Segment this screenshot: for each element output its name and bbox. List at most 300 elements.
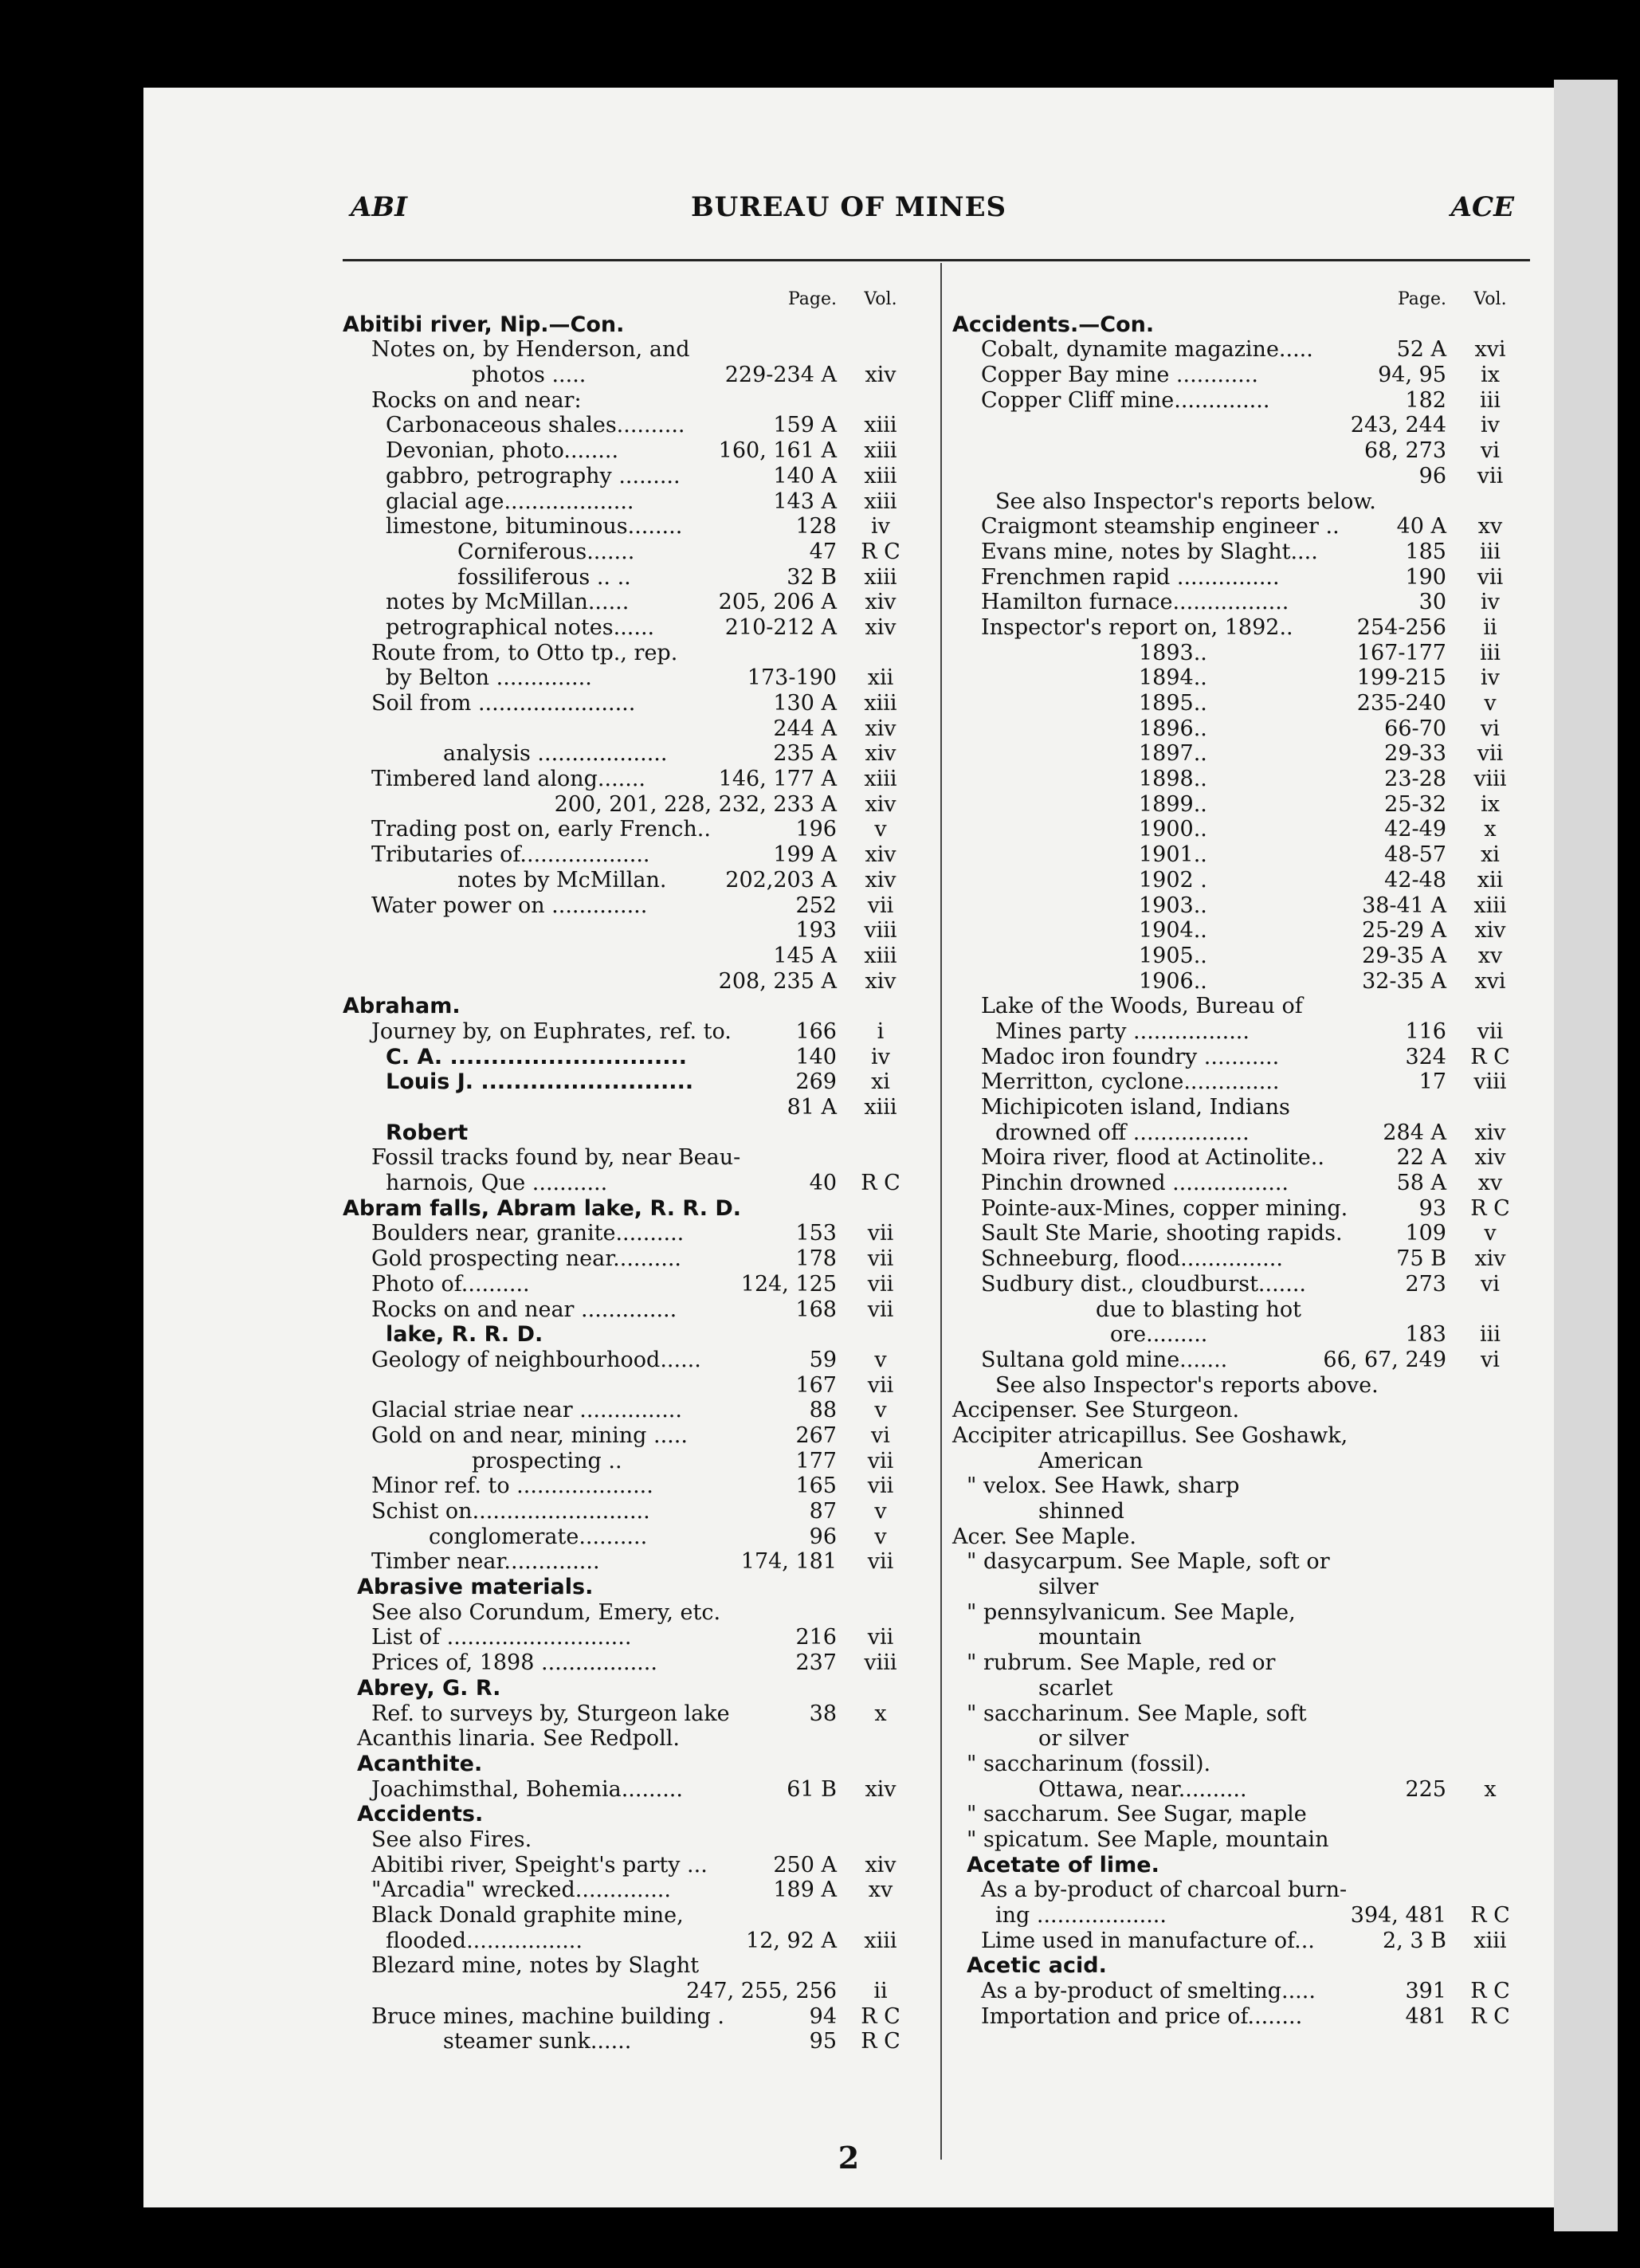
entry-volume: xii <box>1477 867 1504 893</box>
index-entry <box>343 1348 932 1373</box>
entry-text: due to blasting hot <box>1096 1297 1302 1322</box>
index-entry <box>952 1398 1542 1423</box>
entry-page: 153 <box>795 1221 837 1246</box>
index-entry <box>952 1524 1542 1550</box>
entry-page: 38 <box>809 1701 837 1726</box>
entry-text: Journey by, on Euphrates, ref. to. <box>371 1018 732 1044</box>
entry-page: 40 A <box>1396 514 1446 540</box>
entry-text: " saccharinum (fossil). <box>967 1751 1211 1776</box>
entry-page: 394, 481 <box>1350 1903 1446 1928</box>
entry-page: 23-28 <box>1384 767 1446 792</box>
index-entry <box>343 1019 932 1045</box>
entry-volume: vii <box>1477 741 1504 767</box>
index-entry <box>952 1802 1542 1827</box>
index-entry <box>952 1045 1542 1070</box>
entry-volume: xiv <box>865 590 897 615</box>
entry-volume: ii <box>873 1979 888 2004</box>
index-entry <box>952 1625 1542 1650</box>
entry-text: Joachimsthal, Bohemia......... <box>371 1776 683 1802</box>
index-entry <box>343 1272 932 1297</box>
entry-volume: vii <box>867 1246 894 1272</box>
index-entry <box>952 540 1542 565</box>
index-entry <box>343 363 932 388</box>
entry-volume: vii <box>1477 463 1504 489</box>
entry-text: Lime used in manufacture of... <box>981 1928 1315 1953</box>
entry-page: 40 <box>809 1171 837 1196</box>
index-entry <box>343 287 932 312</box>
index-entry <box>952 1676 1542 1701</box>
entry-volume: viii <box>1473 767 1507 792</box>
index-entry <box>343 1449 932 1474</box>
index-entry <box>952 1449 1542 1474</box>
entry-page: Page. <box>787 289 837 309</box>
entry-volume: vi <box>1481 438 1500 464</box>
entry-volume: xiii <box>864 438 897 464</box>
index-entry <box>952 1777 1542 1803</box>
index-entry <box>343 2004 932 2030</box>
entry-page: 247, 255, 256 <box>686 1979 837 2004</box>
index-entry <box>952 1752 1542 1777</box>
index-entry <box>343 665 932 691</box>
entry-text: 1901.. <box>1139 842 1207 868</box>
entry-volume: vii <box>1477 564 1504 590</box>
entry-text: As a by-product of smelting..... <box>981 1979 1316 2004</box>
entry-text: Abitibi river, Speight's party ... <box>371 1852 708 1878</box>
index-entry <box>952 388 1542 414</box>
entry-volume: v <box>874 1499 887 1524</box>
entry-text: Copper Bay mine ............ <box>981 363 1258 388</box>
entry-volume: iii <box>1480 1322 1501 1348</box>
entry-page: 273 <box>1405 1271 1446 1297</box>
index-entry <box>343 464 932 489</box>
entry-page: 47 <box>809 539 837 564</box>
entry-page: 167 <box>795 1372 837 1398</box>
entry-page: 391 <box>1405 1979 1446 2004</box>
entry-text: Mines party ................. <box>995 1018 1250 1044</box>
entry-volume: ix <box>1481 791 1500 817</box>
index-entry <box>343 641 932 666</box>
entry-text: Trading post on, early French.. <box>371 817 711 842</box>
entry-text: Accipenser. See Sturgeon. <box>952 1398 1240 1423</box>
entry-page: Page. <box>1397 289 1446 309</box>
index-entry <box>343 1676 932 1701</box>
index-entry <box>343 1473 932 1499</box>
entry-volume: xv <box>1477 514 1503 540</box>
entry-volume: i <box>877 1018 885 1044</box>
entry-page: 159 A <box>773 413 837 438</box>
entry-text: Accidents. <box>357 1802 484 1827</box>
entry-page: 25-32 <box>1384 791 1446 817</box>
entry-text: 1898.. <box>1139 767 1207 792</box>
index-entry <box>952 615 1542 641</box>
entry-volume: xiii <box>864 767 897 792</box>
entry-text: gabbro, petrography ......... <box>386 463 681 489</box>
index-entry <box>952 1423 1542 1449</box>
entry-text: Madoc iron foundry ........... <box>981 1044 1280 1069</box>
entry-page: 167-177 <box>1356 640 1446 665</box>
index-entry <box>343 2029 932 2054</box>
index-entry <box>343 1726 932 1752</box>
entry-text: C. A. ............................. <box>386 1044 687 1069</box>
entry-volume: vii <box>867 1625 894 1650</box>
index-entry <box>952 893 1542 919</box>
entry-text: " saccharum. See Sugar, maple <box>967 1802 1307 1827</box>
entry-page: 210-212 A <box>724 614 837 640</box>
entry-text: 1900.. <box>1139 817 1207 842</box>
entry-volume: v <box>874 1347 887 1372</box>
index-entry <box>343 1246 932 1272</box>
entry-text: " velox. See Hawk, sharp <box>967 1473 1240 1499</box>
index-entry <box>952 1650 1542 1676</box>
entry-volume: xiv <box>865 1776 897 1802</box>
entry-volume: xiv <box>865 741 897 767</box>
entry-volume: R C <box>861 539 900 564</box>
entry-text: by Belton .............. <box>386 665 592 691</box>
entry-text: Accidents.—Con. <box>952 312 1155 337</box>
entry-volume: vii <box>867 1221 894 1246</box>
entry-page: 2, 3 B <box>1383 1928 1446 1953</box>
entry-text: Blezard mine, notes by Slaght <box>371 1953 700 1979</box>
entry-volume: xvi <box>1474 337 1506 363</box>
entry-text: Fossil tracks found by, near Beau- <box>371 1145 741 1171</box>
entry-text: prospecting .. <box>472 1448 622 1473</box>
entry-text: 1897.. <box>1139 741 1207 767</box>
index-entry <box>952 1701 1542 1727</box>
index-entry <box>343 817 932 842</box>
entry-text: Bruce mines, machine building . <box>371 2003 724 2029</box>
index-entry <box>952 514 1542 540</box>
column-divider <box>940 263 942 2160</box>
entry-volume: xiv <box>865 716 897 741</box>
entry-text: " spicatum. See Maple, mountain <box>967 1827 1329 1852</box>
entry-volume: R C <box>1470 1044 1510 1069</box>
entry-text: harnois, Que ........... <box>386 1171 608 1196</box>
index-entry <box>343 1625 932 1650</box>
index-entry <box>343 691 932 716</box>
index-entry <box>952 817 1542 842</box>
index-entry <box>952 1473 1542 1499</box>
entry-volume: vii <box>867 1297 894 1322</box>
entry-volume: v <box>874 1524 887 1549</box>
entry-volume: v <box>874 1398 887 1423</box>
index-entry <box>343 1145 932 1171</box>
entry-volume: vii <box>867 1549 894 1575</box>
entry-volume: xv <box>868 1878 893 1903</box>
entry-text: Sudbury dist., cloudburst....... <box>981 1271 1307 1297</box>
entry-text: Merritton, cyclone.............. <box>981 1069 1280 1095</box>
entry-text: Abraham. <box>343 994 461 1019</box>
index-entry <box>952 1348 1542 1373</box>
entry-volume: iv <box>871 514 890 540</box>
index-entry <box>952 1019 1542 1045</box>
index-entry <box>343 1297 932 1323</box>
entry-volume: iv <box>1481 665 1500 691</box>
entry-text: Acanthite. <box>357 1751 483 1776</box>
entry-text: Devonian, photo........ <box>386 438 619 464</box>
index-entry <box>343 1752 932 1777</box>
entry-volume: R C <box>861 2029 900 2054</box>
index-entry <box>952 287 1542 312</box>
index-entry <box>952 716 1542 742</box>
entry-text: 1899.. <box>1139 791 1207 817</box>
entry-text: 1894.. <box>1139 665 1207 691</box>
index-entry <box>952 1373 1542 1399</box>
entry-volume: xii <box>867 665 894 691</box>
entry-text: drowned off ................. <box>995 1120 1250 1145</box>
index-entry <box>343 1650 932 1676</box>
index-entry <box>343 1802 932 1827</box>
entry-volume: vii <box>867 893 894 918</box>
index-entry <box>343 413 932 438</box>
entry-volume: xiii <box>864 463 897 489</box>
entry-text: Timbered land along....... <box>371 767 645 792</box>
entry-volume: xiii <box>864 413 897 438</box>
index-entry <box>343 1878 932 1903</box>
entry-page: 124, 125 <box>740 1271 837 1297</box>
entry-text: Abitibi river, Nip.—Con. <box>343 312 625 337</box>
index-entry <box>343 540 932 565</box>
entry-volume: xiv <box>865 791 897 817</box>
entry-text: Frenchmen rapid ............... <box>981 564 1280 590</box>
entry-text: Pointe-aux-Mines, copper mining. <box>981 1195 1348 1221</box>
entry-text: Geology of neighbourhood...... <box>371 1347 701 1372</box>
entry-page: 58 A <box>1396 1171 1446 1196</box>
entry-text: silver <box>1038 1575 1099 1600</box>
index-entry <box>343 1398 932 1423</box>
entry-volume: xiv <box>865 363 897 388</box>
entry-page: 324 <box>1405 1044 1446 1069</box>
index-entry <box>952 464 1542 489</box>
entry-text: Abrey, G. R. <box>357 1675 501 1701</box>
entry-volume: x <box>1484 817 1497 842</box>
entry-page: 244 A <box>773 716 837 741</box>
entry-page: 52 A <box>1396 337 1446 363</box>
entry-text: notes by McMillan...... <box>386 590 630 615</box>
index-entry <box>952 337 1542 363</box>
entry-volume: xi <box>871 1069 890 1095</box>
index-entry <box>952 363 1542 388</box>
index-entry <box>952 1322 1542 1348</box>
index-entry <box>343 1524 932 1550</box>
index-entry <box>952 842 1542 868</box>
entry-page: 42-49 <box>1384 817 1446 842</box>
entry-text: Boulders near, granite.......... <box>371 1221 685 1246</box>
entry-text: Hamilton furnace................. <box>981 590 1289 615</box>
entry-page: 116 <box>1405 1018 1446 1044</box>
entry-page: 243, 244 <box>1350 413 1446 438</box>
index-entry <box>343 615 932 641</box>
entry-page: 183 <box>1405 1322 1446 1348</box>
index-entry <box>952 1600 1542 1626</box>
entry-text: shinned <box>1038 1499 1124 1524</box>
index-entry <box>343 1423 932 1449</box>
entry-text: Notes on, by Henderson, and <box>371 337 690 363</box>
entry-page: 29-33 <box>1384 741 1446 767</box>
entry-page: 173-190 <box>747 665 837 691</box>
entry-volume: viii <box>1473 1069 1507 1095</box>
entry-page: 168 <box>795 1297 837 1322</box>
index-entry <box>952 1549 1542 1575</box>
index-entry <box>952 2004 1542 2030</box>
header-title: BUREAU OF MINES <box>690 191 1007 223</box>
entry-page: 128 <box>795 514 837 540</box>
entry-text: Abrasive materials. <box>357 1575 594 1600</box>
entry-text: 1904.. <box>1139 918 1207 944</box>
entry-text: 1893.. <box>1139 640 1207 665</box>
entry-volume: R C <box>1470 1979 1510 2004</box>
index-entry <box>343 1171 932 1196</box>
entry-volume: xiv <box>1474 1145 1506 1171</box>
entry-page: 190 <box>1405 564 1446 590</box>
index-entry <box>343 842 932 868</box>
index-entry <box>952 1726 1542 1752</box>
entry-volume: xiv <box>865 614 897 640</box>
entry-text: Photo of.......... <box>371 1271 530 1297</box>
index-entry <box>952 1095 1542 1120</box>
entry-page: 68, 273 <box>1363 438 1446 464</box>
entry-page: 22 A <box>1396 1145 1446 1171</box>
entry-text: Inspector's report on, 1892.. <box>981 614 1293 640</box>
entry-page: 59 <box>809 1347 837 1372</box>
entry-text: Pinchin drowned ................. <box>981 1171 1289 1196</box>
entry-text: Sault Ste Marie, shooting rapids. <box>981 1221 1343 1246</box>
entry-text: " pennsylvanicum. See Maple, <box>967 1599 1296 1625</box>
index-entry <box>952 969 1542 995</box>
entry-page: 182 <box>1405 387 1446 413</box>
index-entry <box>343 1221 932 1246</box>
entry-page: 140 <box>795 1044 837 1069</box>
entry-page: 284 A <box>1383 1120 1446 1145</box>
entry-page: 146, 177 A <box>718 767 837 792</box>
entry-text: See also Corundum, Emery, etc. <box>371 1599 721 1625</box>
entry-volume: xi <box>1481 842 1500 868</box>
entry-volume: xv <box>1477 1171 1503 1196</box>
index-entry <box>343 944 932 969</box>
index-entry <box>343 1549 932 1575</box>
entry-page: 185 <box>1405 539 1446 564</box>
index-entry <box>952 994 1542 1019</box>
index-entry <box>952 868 1542 893</box>
entry-text: Tributaries of................... <box>371 842 650 868</box>
index-entry <box>343 716 932 742</box>
entry-volume: xiv <box>865 867 897 893</box>
entry-page: 269 <box>795 1069 837 1095</box>
entry-text: 1902 . <box>1139 867 1207 893</box>
entry-volume: vi <box>871 1422 890 1448</box>
entry-text: photos ..... <box>472 363 587 388</box>
entry-volume: vii <box>1477 1018 1504 1044</box>
index-entry <box>343 1045 932 1070</box>
entry-volume: vi <box>1481 1271 1500 1297</box>
entry-page: 178 <box>795 1246 837 1272</box>
entry-text: Accipiter atricapillus. See Goshawk, <box>952 1422 1348 1448</box>
entry-page: 42-48 <box>1384 867 1446 893</box>
entry-page: 94, 95 <box>1378 363 1446 388</box>
entry-page: 267 <box>795 1422 837 1448</box>
entry-page: 193 <box>795 918 837 944</box>
index-entry <box>952 792 1542 818</box>
entry-text: Acanthis linaria. See Redpoll. <box>357 1726 680 1752</box>
index-entry <box>343 438 932 464</box>
entry-page: 38-41 A <box>1362 893 1446 918</box>
entry-text: Sultana gold mine....... <box>981 1347 1228 1372</box>
entry-page: 66, 67, 249 <box>1323 1347 1446 1372</box>
index-entry <box>343 1827 932 1853</box>
entry-volume: x <box>874 1701 887 1726</box>
entry-text: " saccharinum. See Maple, soft <box>967 1701 1307 1726</box>
entry-page: 75 B <box>1396 1246 1446 1272</box>
index-entry <box>952 1853 1542 1878</box>
index-entry <box>343 792 932 818</box>
entry-volume: xiii <box>864 564 897 590</box>
header-rule <box>343 259 1530 261</box>
entry-text: Minor ref. to .................... <box>371 1473 653 1499</box>
entry-volume: Vol. <box>1473 289 1507 309</box>
index-entry <box>952 1145 1542 1171</box>
entry-page: 29-35 A <box>1362 943 1446 968</box>
entry-page: 252 <box>795 893 837 918</box>
entry-text: Corniferous....... <box>457 539 635 564</box>
entry-text: Importation and price of........ <box>981 2003 1303 2029</box>
index-entry <box>952 413 1542 438</box>
entry-volume: xiii <box>864 489 897 514</box>
entry-text: Craigmont steamship engineer .. <box>981 514 1340 540</box>
index-entry <box>343 1120 932 1146</box>
entry-page: 165 <box>795 1473 837 1499</box>
index-entry <box>343 590 932 615</box>
entry-text: " dasycarpum. See Maple, soft or <box>967 1549 1330 1575</box>
index-entry <box>952 1246 1542 1272</box>
entry-text: Acetic acid. <box>967 1953 1107 1979</box>
index-entry <box>343 1069 932 1095</box>
entry-volume: iii <box>1480 387 1501 413</box>
entry-page: 481 <box>1405 2003 1446 2029</box>
entry-page: 17 <box>1418 1069 1446 1095</box>
index-entry <box>343 312 932 338</box>
entry-page: 30 <box>1418 590 1446 615</box>
entry-text: See also Fires. <box>371 1827 532 1852</box>
index-entry <box>343 565 932 591</box>
entry-volume: xiv <box>865 968 897 994</box>
entry-text: 1895.. <box>1139 691 1207 716</box>
entry-page: 250 A <box>773 1852 837 1878</box>
entry-text: " rubrum. See Maple, red or <box>967 1650 1276 1676</box>
index-entry <box>952 312 1542 338</box>
entry-text: "Arcadia" wrecked.............. <box>371 1878 671 1903</box>
index-entry <box>952 665 1542 691</box>
index-entry <box>343 918 932 944</box>
entry-page: 61 B <box>787 1776 837 1802</box>
index-entry <box>343 1600 932 1626</box>
entry-text: Route from, to Otto tp., rep. <box>371 640 678 665</box>
entry-page: 199-215 <box>1356 665 1446 691</box>
entry-text: Black Donald graphite mine, <box>371 1903 684 1928</box>
entry-text: Michipicoten island, Indians <box>981 1095 1290 1120</box>
entry-text: conglomerate.......... <box>429 1524 648 1549</box>
entry-volume: xiv <box>865 1852 897 1878</box>
entry-volume: xv <box>1477 943 1503 968</box>
entry-page: 229-234 A <box>724 363 837 388</box>
entry-text: ore......... <box>1110 1322 1208 1348</box>
index-entry <box>343 994 932 1019</box>
entry-page: 93 <box>1418 1195 1446 1221</box>
entry-text: Moira river, flood at Actinolite.. <box>981 1145 1324 1171</box>
index-entry <box>952 438 1542 464</box>
entry-text: Lake of the Woods, Bureau of <box>981 994 1303 1019</box>
entry-text: scarlet <box>1038 1675 1113 1701</box>
entry-page: 88 <box>809 1398 837 1423</box>
entry-volume: iii <box>1480 539 1501 564</box>
